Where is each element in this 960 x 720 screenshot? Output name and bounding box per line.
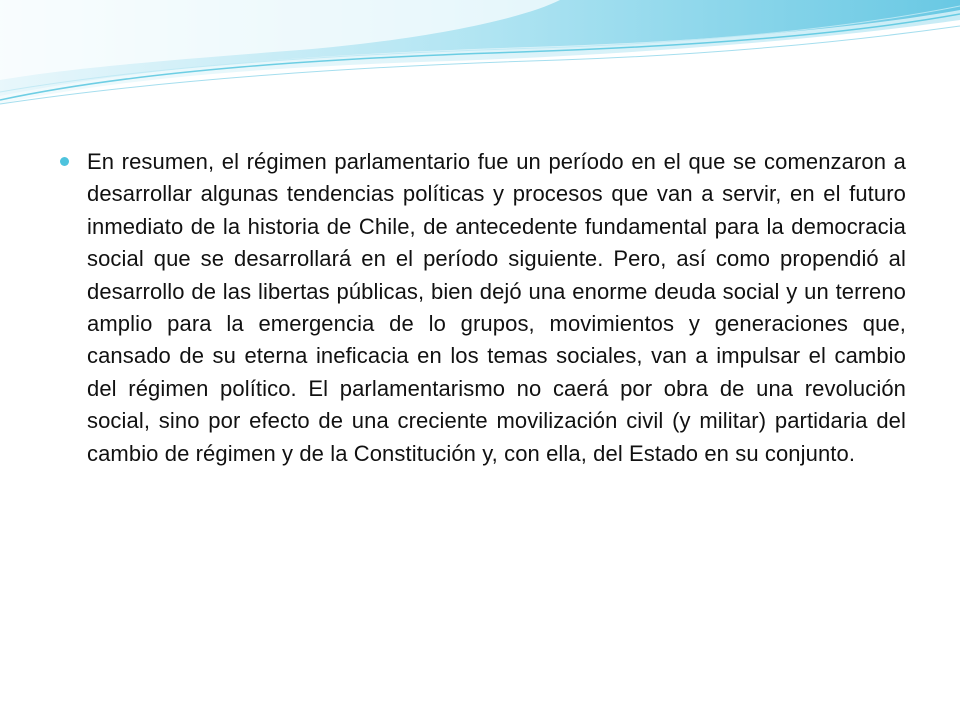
bullet-dot-icon [60, 157, 69, 166]
header-wave-decoration [0, 0, 960, 120]
slide-content [60, 146, 906, 470]
bullet-text: En resumen, el régimen parlamentario fue un período en el que se comenzaron a desarrollar algunas tendencias políticas y procesos que van a servir, en el futuro inmediato de la historia de Chile, de antecedente fundamental para la democracia social que se desarrollará en el período siguiente. Pero, así como propendió al desarrollo de las libertas públicas, bien dejó una enorme deuda social y un terreno amplio para la emergencia de lo grupos, movimientos y generaciones que, cansado de su eterna ineficacia en los temas sociales, van a impulsar el cambio del régimen político. El parlamentarismo no caerá por obra de una revolución social, sino por efecto de una creciente movilización civil (y militar) partidaria del cambio de régimen y de la Constitución y, con ella, del Estado en su conjunto. [87, 149, 906, 466]
bullet-item [60, 146, 906, 470]
